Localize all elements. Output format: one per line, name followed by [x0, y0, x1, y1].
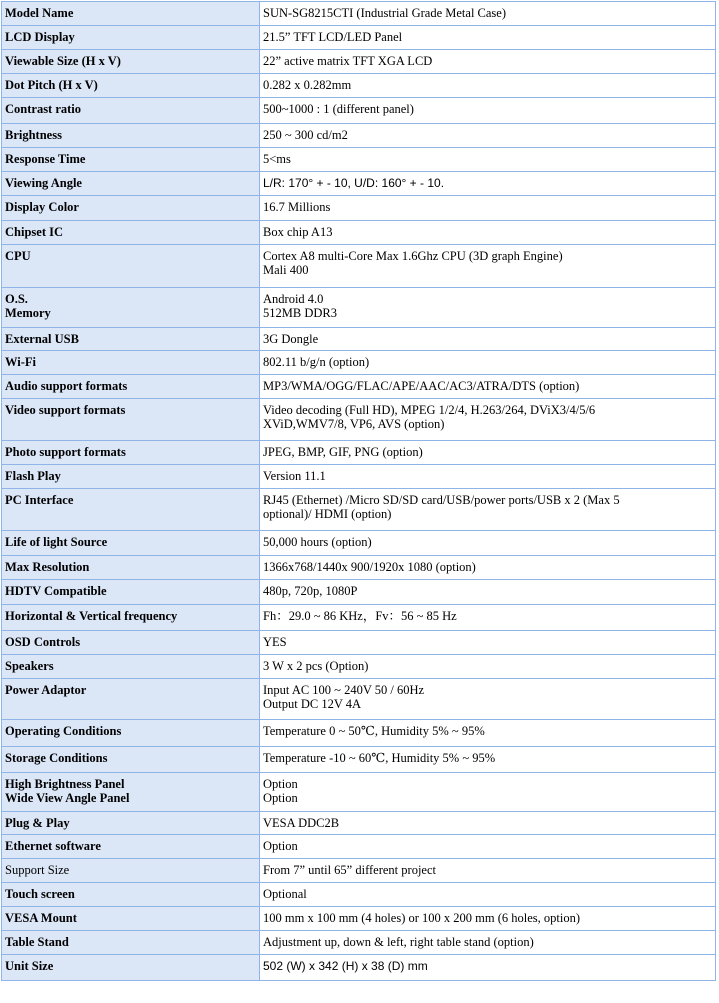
spec-row	[2, 221, 716, 245]
spec-value	[260, 835, 716, 859]
spec-value-text: 5<ms	[263, 152, 291, 166]
spec-label-text: HDTV Compatible	[5, 584, 107, 598]
spec-label	[2, 74, 260, 98]
spec-value	[260, 679, 716, 720]
spec-label	[2, 931, 260, 955]
spec-value	[260, 747, 716, 773]
spec-value	[260, 328, 716, 351]
spec-label-text: Life of light Source	[5, 535, 108, 549]
spec-label	[2, 441, 260, 465]
spec-label	[2, 835, 260, 859]
spec-value	[260, 375, 716, 399]
spec-value	[260, 631, 716, 655]
spec-row	[2, 835, 716, 859]
spec-value	[260, 148, 716, 172]
spec-value-text: 3G Dongle	[263, 332, 319, 346]
spec-value-text: Fh：29.0 ~ 86 KHz，Fv：56 ~ 85 Hz	[263, 609, 457, 623]
spec-value	[260, 245, 716, 288]
spec-label-text: Viewable Size (H x V)	[5, 54, 121, 68]
spec-row	[2, 74, 716, 98]
spec-value-text: optional)/ HDMI (option)	[263, 507, 392, 521]
spec-table	[1, 1, 716, 981]
spec-value-text: XViD,WMV7/8, VP6, AVS (option)	[263, 417, 445, 431]
spec-value-text: Android 4.0	[263, 292, 324, 306]
spec-row	[2, 883, 716, 907]
spec-label-text: Chipset IC	[5, 225, 63, 239]
spec-row	[2, 288, 716, 328]
spec-row	[2, 907, 716, 931]
spec-value-text: MP3/WMA/OGG/FLAC/APE/AAC/AC3/ATRA/DTS (option)	[263, 379, 580, 393]
spec-value	[260, 465, 716, 489]
spec-row	[2, 245, 716, 288]
spec-label-text: Power Adaptor	[5, 683, 87, 697]
spec-label	[2, 489, 260, 531]
spec-label-text: Table Stand	[5, 935, 69, 949]
spec-label-text: PC Interface	[5, 493, 74, 507]
spec-label	[2, 955, 260, 981]
spec-label	[2, 245, 260, 288]
spec-label-text: Horizontal & Vertical frequency	[5, 609, 178, 623]
spec-value-text: Video decoding (Full HD), MPEG 1/2/4, H.263/264, DViX3/4/5/6	[263, 403, 596, 417]
spec-label-text: Response Time	[5, 152, 86, 166]
spec-value-text: Box chip A13	[263, 225, 333, 239]
spec-row	[2, 196, 716, 221]
spec-label-text: Unit Size	[5, 959, 54, 973]
spec-label	[2, 655, 260, 679]
spec-value	[260, 26, 716, 50]
spec-label	[2, 679, 260, 720]
spec-label	[2, 747, 260, 773]
spec-value-text: 1366x768/1440x 900/1920x 1080 (option)	[263, 560, 476, 574]
spec-label	[2, 907, 260, 931]
spec-row	[2, 489, 716, 531]
spec-row	[2, 580, 716, 605]
spec-label	[2, 196, 260, 221]
spec-label	[2, 531, 260, 556]
spec-label-text: O.S.	[5, 292, 28, 306]
spec-row	[2, 556, 716, 580]
spec-label-text: Display Color	[5, 200, 79, 214]
spec-label-text: Brightness	[5, 128, 62, 142]
spec-row	[2, 399, 716, 441]
spec-label	[2, 2, 260, 26]
spec-table-body	[2, 2, 716, 981]
spec-value-text: 502 (W) x 342 (H) x 38 (D) mm	[263, 959, 428, 973]
spec-label	[2, 883, 260, 907]
spec-row	[2, 172, 716, 196]
spec-value-text: Option	[263, 791, 298, 805]
spec-label	[2, 148, 260, 172]
spec-value-text: Mali 400	[263, 263, 309, 277]
spec-value	[260, 720, 716, 747]
spec-value	[260, 124, 716, 148]
spec-label-text: Photo support formats	[5, 445, 126, 459]
spec-label-text: Support Size	[5, 863, 70, 877]
spec-row	[2, 773, 716, 812]
spec-label-text: LCD Display	[5, 30, 75, 44]
spec-value-text: 50,000 hours (option)	[263, 535, 372, 549]
spec-row	[2, 2, 716, 26]
spec-value-text: Cortex A8 multi-Core Max 1.6Ghz CPU (3D graph Engine)	[263, 249, 563, 263]
spec-value	[260, 655, 716, 679]
spec-label	[2, 580, 260, 605]
spec-label-text: Wi-Fi	[5, 355, 37, 369]
spec-value-text: 100 mm x 100 mm (4 holes) or 100 x 200 mm (6 holes, option)	[263, 911, 580, 925]
spec-label-text: Audio support formats	[5, 379, 128, 393]
spec-label-text: Speakers	[5, 659, 54, 673]
spec-value	[260, 859, 716, 883]
spec-value	[260, 907, 716, 931]
spec-row	[2, 631, 716, 655]
spec-label	[2, 50, 260, 74]
spec-label	[2, 631, 260, 655]
spec-label	[2, 605, 260, 631]
spec-value-text: 802.11 b/g/n (option)	[263, 355, 370, 369]
spec-value-text: L/R: 170° + - 10, U/D: 160° + - 10.	[263, 176, 445, 190]
spec-value-text: 21.5” TFT LCD/LED Panel	[263, 30, 403, 44]
spec-row	[2, 375, 716, 399]
spec-label-text: VESA Mount	[5, 911, 77, 925]
spec-row	[2, 605, 716, 631]
spec-label	[2, 773, 260, 812]
spec-row	[2, 441, 716, 465]
spec-row	[2, 465, 716, 489]
spec-label-text: Contrast ratio	[5, 102, 82, 116]
spec-value	[260, 196, 716, 221]
spec-value-text: Output DC 12V 4A	[263, 697, 362, 711]
spec-value-text: Adjustment up, down & left, right table stand (option)	[263, 935, 534, 949]
spec-value-text: 250 ~ 300 cd/m2	[263, 128, 348, 142]
spec-label	[2, 399, 260, 441]
spec-value-text: Temperature 0 ~ 50℃, Humidity 5% ~ 95%	[263, 724, 485, 738]
spec-label-text: Ethernet software	[5, 839, 101, 853]
spec-label-text: Memory	[5, 306, 51, 320]
spec-label-text: CPU	[5, 249, 31, 263]
spec-value-text: Temperature -10 ~ 60℃, Humidity 5% ~ 95%	[263, 751, 496, 765]
spec-row	[2, 859, 716, 883]
spec-value-text: 512MB DDR3	[263, 306, 337, 320]
spec-value-text: SUN-SG8215CTI (Industrial Grade Metal Case)	[263, 6, 507, 20]
spec-value-text: Option	[263, 777, 298, 791]
spec-label	[2, 26, 260, 50]
spec-value-text: 22” active matrix TFT XGA LCD	[263, 54, 433, 68]
spec-row	[2, 328, 716, 351]
spec-value	[260, 399, 716, 441]
spec-row	[2, 26, 716, 50]
spec-value	[260, 98, 716, 124]
spec-value-text: 3 W x 2 pcs (Option)	[263, 659, 369, 673]
spec-value-text: 0.282 x 0.282mm	[263, 78, 352, 92]
spec-row	[2, 679, 716, 720]
spec-value	[260, 580, 716, 605]
spec-label	[2, 859, 260, 883]
spec-label-text: High Brightness Panel	[5, 777, 125, 791]
spec-label-text: Video support formats	[5, 403, 126, 417]
spec-row	[2, 955, 716, 981]
spec-value	[260, 50, 716, 74]
spec-value	[260, 931, 716, 955]
spec-value	[260, 172, 716, 196]
spec-value	[260, 441, 716, 465]
spec-row	[2, 747, 716, 773]
spec-value	[260, 221, 716, 245]
spec-value-text: Version 11.1	[263, 469, 326, 483]
spec-label	[2, 172, 260, 196]
spec-label-text: External USB	[5, 332, 79, 346]
spec-label	[2, 375, 260, 399]
spec-label-text: Max Resolution	[5, 560, 90, 574]
spec-value-text: Option	[263, 839, 298, 853]
spec-label	[2, 465, 260, 489]
spec-value-text: JPEG, BMP, GIF, PNG (option)	[263, 445, 423, 459]
spec-row	[2, 98, 716, 124]
spec-value	[260, 883, 716, 907]
spec-row	[2, 148, 716, 172]
spec-label-text: Viewing Angle	[5, 176, 82, 190]
spec-row	[2, 124, 716, 148]
spec-label-text: Touch screen	[5, 887, 75, 901]
spec-label-text: Flash Play	[5, 469, 61, 483]
spec-value	[260, 351, 716, 375]
spec-row	[2, 812, 716, 835]
spec-label	[2, 556, 260, 580]
spec-value-text: 16.7 Millions	[263, 200, 331, 214]
spec-value-text: Optional	[263, 887, 307, 901]
spec-label	[2, 288, 260, 328]
spec-value	[260, 288, 716, 328]
spec-value-text: YES	[263, 635, 287, 649]
spec-label	[2, 221, 260, 245]
spec-value-text: From 7” until 65” different project	[263, 863, 436, 877]
spec-label	[2, 351, 260, 375]
spec-row	[2, 531, 716, 556]
spec-label-text: Operating Conditions	[5, 724, 122, 738]
spec-value	[260, 605, 716, 631]
spec-label	[2, 812, 260, 835]
spec-label-text: Plug & Play	[5, 816, 70, 830]
spec-row	[2, 655, 716, 679]
spec-row	[2, 351, 716, 375]
spec-value-text: Input AC 100 ~ 240V 50 / 60Hz	[263, 683, 425, 697]
spec-label	[2, 328, 260, 351]
spec-value	[260, 955, 716, 981]
spec-label	[2, 720, 260, 747]
spec-label-text: Wide View Angle Panel	[5, 791, 130, 805]
spec-label-text: Dot Pitch (H x V)	[5, 78, 98, 92]
spec-value	[260, 2, 716, 26]
spec-value-text: RJ45 (Ethernet) /Micro SD/SD card/USB/power ports/USB x 2 (Max 5	[263, 493, 620, 507]
spec-value-text: VESA DDC2B	[263, 816, 340, 830]
spec-label-text: Storage Conditions	[5, 751, 108, 765]
spec-value	[260, 812, 716, 835]
spec-value-text: 500~1000 : 1 (different panel)	[263, 102, 414, 116]
spec-value	[260, 489, 716, 531]
spec-label	[2, 98, 260, 124]
spec-label-text: OSD Controls	[5, 635, 81, 649]
spec-label	[2, 124, 260, 148]
spec-value	[260, 74, 716, 98]
spec-row	[2, 931, 716, 955]
spec-label-text: Model Name	[5, 6, 74, 20]
spec-row	[2, 720, 716, 747]
spec-row	[2, 50, 716, 74]
spec-value	[260, 773, 716, 812]
spec-value	[260, 556, 716, 580]
spec-value	[260, 531, 716, 556]
spec-value-text: 480p, 720p, 1080P	[263, 584, 358, 598]
